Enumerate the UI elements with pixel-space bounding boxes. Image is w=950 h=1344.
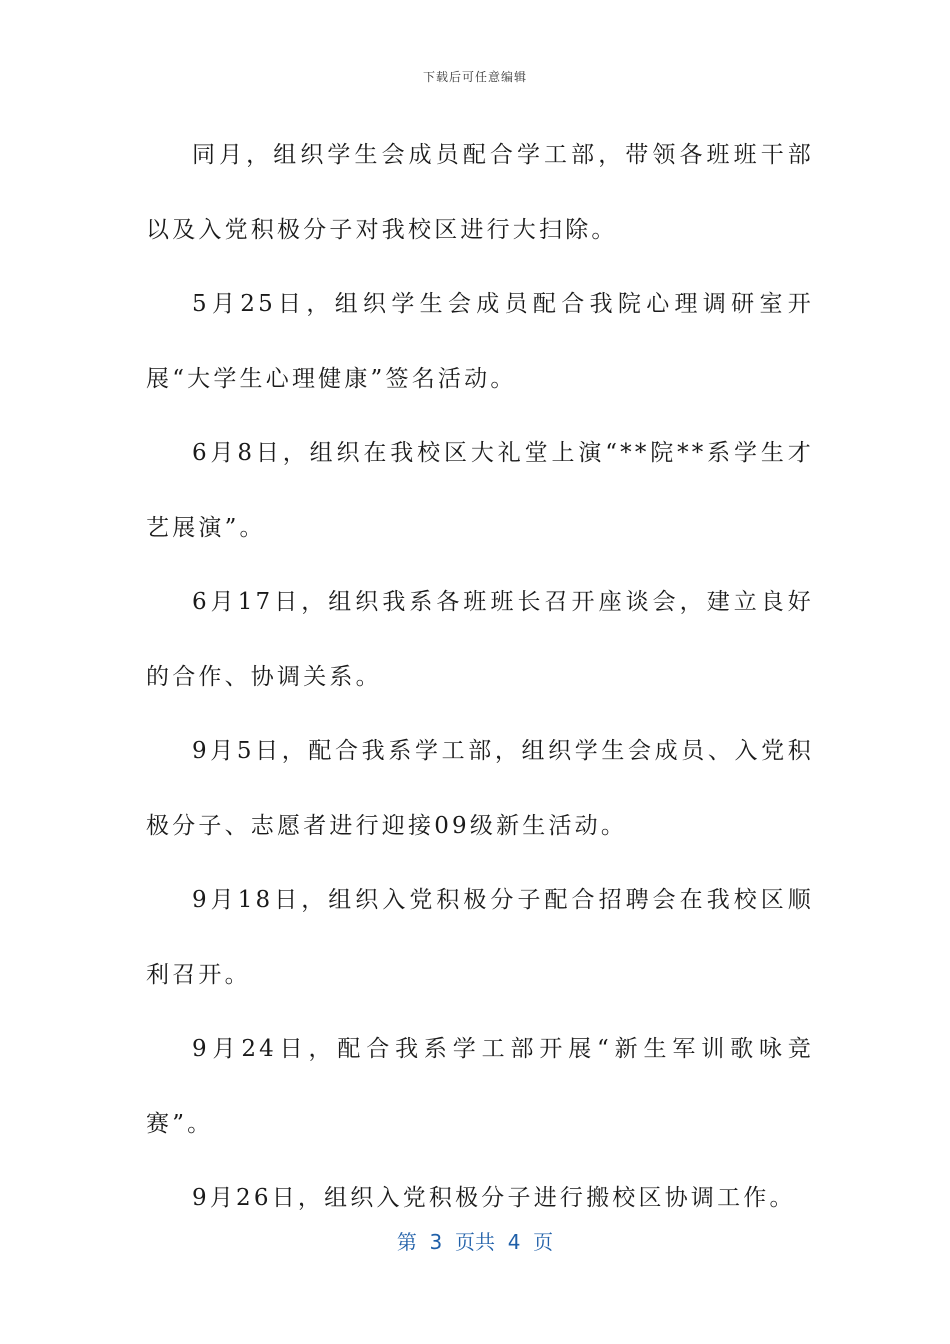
document-body [146,118,814,1236]
paragraph: 6月17日，组织我系各班班长召开座谈会，建立良好的合作、协调关系。 [146,589,814,690]
header-note: 下载后可任意编辑 [422,70,527,84]
paragraph: 9月26日，组织入党积极分子进行搬校区协调工作。 [192,1185,796,1211]
paragraph: 9月24日，配合我系学工部开展“新生军训歌咏竞赛”。 [146,1036,814,1137]
paragraph: 9月5日，配合我系学工部，组织学生会成员、入党积极分子、志愿者进行迎接09级新生活动。 [146,738,814,839]
page-number-footer: 第 3 页共 4 页 [396,1230,554,1254]
paragraph: 6月8日，组织在我校区大礼堂上演“**院**系学生才艺展演”。 [146,440,814,541]
paragraph: 9月18日，组织入党积极分子配合招聘会在我校区顺利召开。 [146,887,814,988]
paragraph: 同月，组织学生会成员配合学工部，带领各班班干部以及入党积极分子对我校区进行大扫除。 [146,142,814,243]
paragraph: 5月25日，组织学生会成员配合我院心理调研室开展“大学生心理健康”签名活动。 [146,291,814,392]
